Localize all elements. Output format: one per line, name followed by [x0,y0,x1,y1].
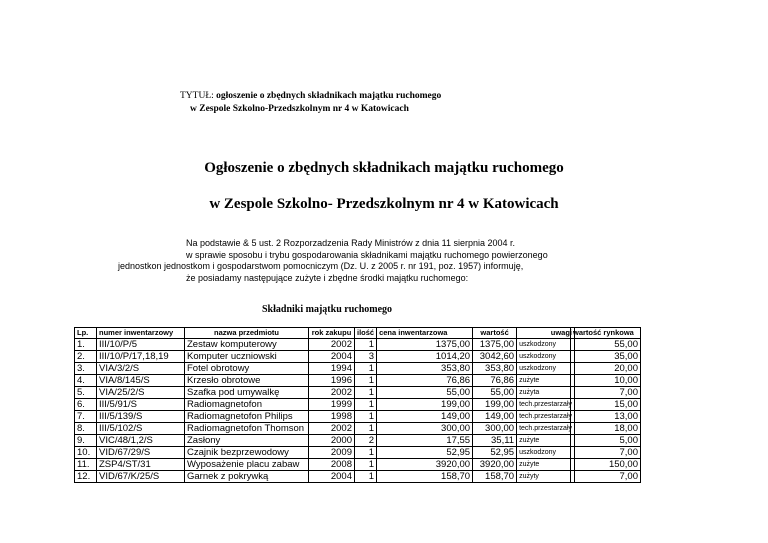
table-cell: uszkodzony [517,351,575,363]
table-cell: Krzesło obrotowe [185,375,309,387]
table-cell: uszkodzony [517,363,575,375]
assets-table [74,327,575,483]
table-cell: 76,86 [473,375,517,387]
table-cell: 300,00 [473,423,517,435]
market-row [571,459,641,471]
column-header: rok zakupu [309,328,355,339]
intro-line-3: jednostkon jednostkom i gospodarstwom pomocniczym (Dz. U. z 2005 r. nr 191, poz. 1957) informuję, [118,261,524,271]
table-cell: ZSP4/ST/31 [97,459,185,471]
table-cell: 353,80 [473,363,517,375]
market-row [571,435,641,447]
column-header: nazwa przedmiotu [185,328,309,339]
table-cell: 1 [355,375,377,387]
table-cell: 2. [75,351,97,363]
market-value-cell: 13,00 [571,411,641,423]
market-value-cell: 7,00 [571,387,641,399]
table-cell: 1 [355,387,377,399]
market-row [571,351,641,363]
page-title-line-2: w Zespole Szkolno- Przedszkolnym nr 4 w Katowicach [209,196,559,212]
market-value-cell: 55,00 [571,339,641,351]
header-label: TYTUŁ: [180,91,214,101]
table-cell: zużyte [517,435,575,447]
market-value-cell: 15,00 [571,399,641,411]
market-row [571,375,641,387]
table-cell: 2008 [309,459,355,471]
table-cell: 158,70 [377,471,473,483]
table-cell: 6. [75,399,97,411]
table-cell: uszkodzony [517,339,575,351]
table-cell: 35,11 [473,435,517,447]
table-cell: 3042,60 [473,351,517,363]
table-cell: III/5/139/S [97,411,185,423]
table-cell: 1999 [309,399,355,411]
market-row [571,423,641,435]
table-cell: 3 [355,351,377,363]
table-cell: zużyte [517,375,575,387]
table-cell: Komputer uczniowski [185,351,309,363]
table-cell: Garnek z pokrywką [185,471,309,483]
market-value-cell: 18,00 [571,423,641,435]
table-cell: Zestaw komputerowy [185,339,309,351]
table-cell: 1998 [309,411,355,423]
market-value-table [570,327,641,483]
table-cell: 1 [355,459,377,471]
table-cell: VIA/25/2/S [97,387,185,399]
table-row [75,387,575,399]
table-cell: 1375,00 [473,339,517,351]
table-cell: tech.przestarzały [517,423,575,435]
table-cell: Radiomagnetofon Philips [185,411,309,423]
table-cell: 199,00 [377,399,473,411]
table-cell: zużyty [517,471,575,483]
table-cell: 1 [355,399,377,411]
market-value-cell: 35,00 [571,351,641,363]
table-cell: Wyposażenie placu zabaw [185,459,309,471]
table-cell: 353,80 [377,363,473,375]
table-cell: 1 [355,423,377,435]
table-cell: Szafka pod umywalkę [185,387,309,399]
intro-line-1: Na podstawie & 5 ust. 2 Rozporzadzenia Rady Ministrów z dnia 11 sierpnia 2004 r. [186,238,516,248]
table-cell: 52,95 [473,447,517,459]
table-cell: 1014,20 [377,351,473,363]
table-cell: 76,86 [377,375,473,387]
table-cell: VIA/3/2/S [97,363,185,375]
market-row [571,387,641,399]
table-cell: 1 [355,471,377,483]
table-cell: 1 [355,411,377,423]
header-line-1: ogłoszenie o zbędnych składnikach majątku ruchomego [216,91,442,101]
table-cell: 7. [75,411,97,423]
page-title-line-1: Ogłoszenie o zbędnych składnikach majątku ruchomego [204,160,564,176]
market-value-cell: 5,00 [571,435,641,447]
table-cell: 2000 [309,435,355,447]
column-header: Lp. [75,328,97,339]
market-row [571,339,641,351]
table-cell: 10. [75,447,97,459]
column-header: cena inwentarzowa [377,328,473,339]
table-cell: 1 [355,339,377,351]
table-cell: 9. [75,435,97,447]
table-cell: 2002 [309,423,355,435]
table-cell: III/10/P/5 [97,339,185,351]
table-subtitle: Składniki majątku ruchomego [262,304,393,315]
column-header: numer inwentarzowy [97,328,185,339]
table-row [75,423,575,435]
table-cell: 11. [75,459,97,471]
table-cell: III/5/102/S [97,423,185,435]
table-cell: 2 [355,435,377,447]
table-cell: VIC/48/1,2/S [97,435,185,447]
market-header-row [571,328,641,339]
table-row [75,351,575,363]
market-value-cell: 7,00 [571,447,641,459]
table-cell: VID/67/29/S [97,447,185,459]
table-cell: 158,70 [473,471,517,483]
table-row [75,435,575,447]
table-cell: 3920,00 [473,459,517,471]
table-cell: uszkodzony [517,447,575,459]
table-cell: 1 [355,447,377,459]
table-cell: 1375,00 [377,339,473,351]
table-cell: Czajnik bezprzewodowy [185,447,309,459]
market-value-cell: 7,00 [571,471,641,483]
table-cell: 3920,00 [377,459,473,471]
market-row [571,363,641,375]
table-cell: Radiomagnetofon Thomson [185,423,309,435]
table-row [75,399,575,411]
table-cell: 2004 [309,351,355,363]
table-cell: III/5/91/S [97,399,185,411]
table-cell: 12. [75,471,97,483]
table-cell: 2002 [309,339,355,351]
table-row [75,363,575,375]
table-row [75,339,575,351]
header-line-2: w Zespole Szkolno-Przedszkolnym nr 4 w Katowicach [190,104,409,114]
document-header [180,90,441,116]
market-row [571,447,641,459]
table-row [75,375,575,387]
table-row [75,411,575,423]
column-header: wartość [473,328,517,339]
table-cell: zużyta [517,387,575,399]
market-value-cell: 10,00 [571,375,641,387]
table-cell: 17,55 [377,435,473,447]
column-header: wartość rynkowa [571,328,641,339]
table-cell: 4. [75,375,97,387]
market-row [571,399,641,411]
table-cell: 149,00 [473,411,517,423]
table-header-row [75,328,575,339]
table-cell: VIA/8/145/S [97,375,185,387]
table-cell: 1994 [309,363,355,375]
table-cell: 5. [75,387,97,399]
market-value-cell: 20,00 [571,363,641,375]
table-cell: 8. [75,423,97,435]
table-cell: 2009 [309,447,355,459]
table-cell: 55,00 [377,387,473,399]
column-header: uwagi [517,328,575,339]
table-cell: 2004 [309,471,355,483]
intro-line-2: w sprawie sposobu i trybu gospodarowania składnikami majątku ruchomego powierzonego [186,250,548,260]
table-cell: 3. [75,363,97,375]
table-cell: 1 [355,363,377,375]
table-cell: 199,00 [473,399,517,411]
table-cell: III/10/P/17,18,19 [97,351,185,363]
column-header: ilość [355,328,377,339]
table-cell: tech.przestarzały [517,411,575,423]
table-cell: 2002 [309,387,355,399]
table-cell: Fotel obrotowy [185,363,309,375]
table-cell: 300,00 [377,423,473,435]
table-cell: zużyte [517,459,575,471]
market-row [571,411,641,423]
table-cell: 1996 [309,375,355,387]
table-row [75,447,575,459]
table-cell: 149,00 [377,411,473,423]
table-cell: VID/67/K/25/S [97,471,185,483]
table-row [75,471,575,483]
table-cell: Radiomagnetofon [185,399,309,411]
table-cell: 52,95 [377,447,473,459]
table-cell: tech.przestarzały [517,399,575,411]
market-value-cell: 150,00 [571,459,641,471]
market-row [571,471,641,483]
table-cell: 1. [75,339,97,351]
table-row [75,459,575,471]
table-cell: Zasłony [185,435,309,447]
intro-line-4: że posiadamy następujące zużyte i zbędne środki majątku ruchomego: [186,273,469,283]
table-cell: 55,00 [473,387,517,399]
